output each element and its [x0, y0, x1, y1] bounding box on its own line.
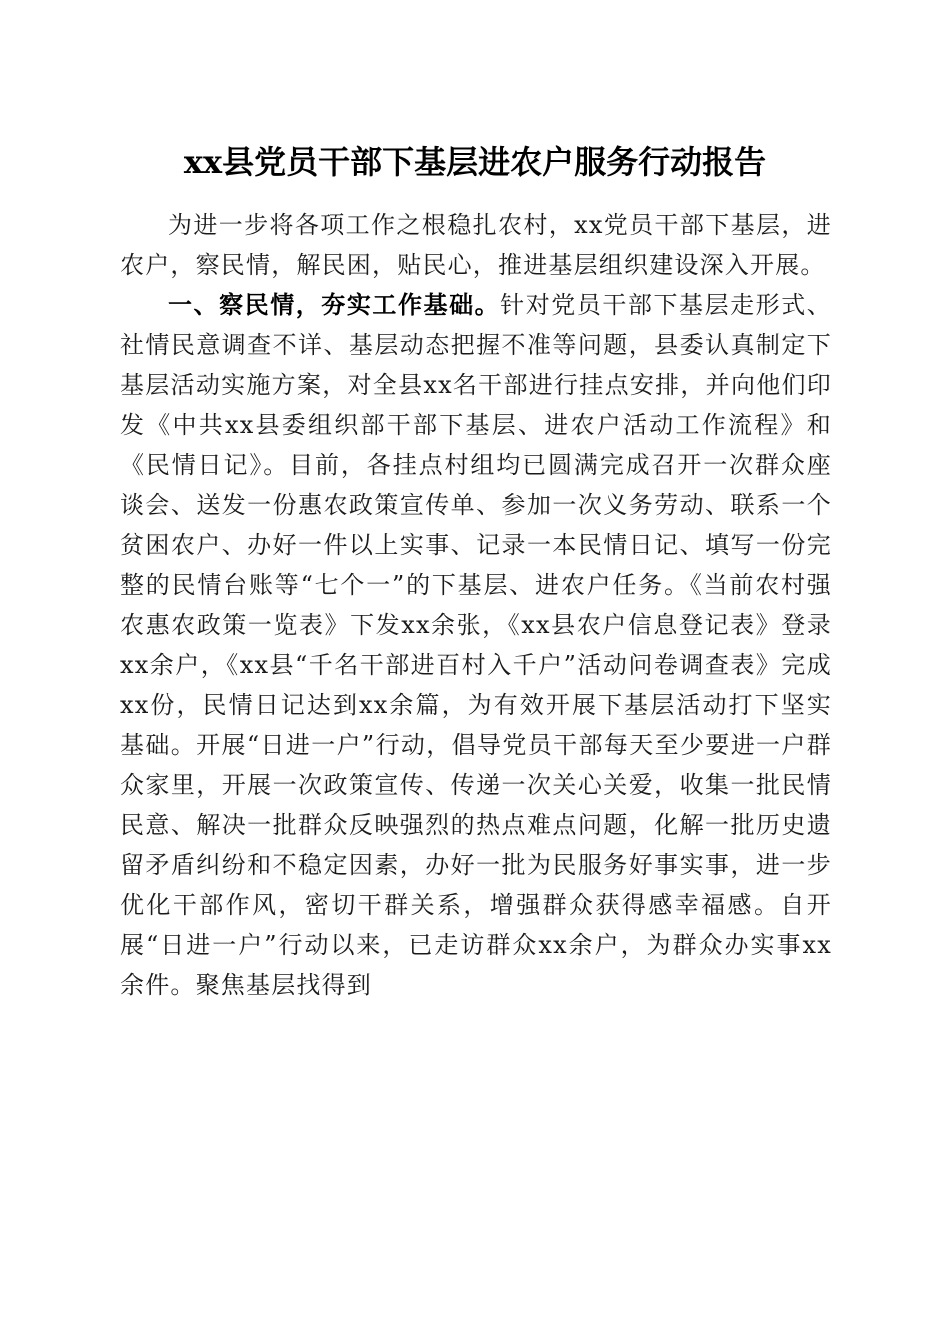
paragraph-intro-text: 为进一步将各项工作之根稳扎农村，xx党员干部下基层，进农户，察民情，解民困，贴民心，推进基层组织建设深入开展。 — [120, 211, 832, 279]
document-body — [120, 205, 832, 1005]
section-one-heading: 一、察民情，夯实工作基础。 — [168, 291, 501, 319]
paragraph-intro — [120, 205, 832, 285]
paragraph-section-one — [120, 285, 832, 1005]
section-one-text: 针对党员干部下基层走形式、社情民意调查不详、基层动态把握不准等问题，县委认真制定下基层活动实施方案，对全县xx名干部进行挂点安排，并向他们印发《中共xx县委组织部干部下基层、进农户活动工作流程》和《民情日记》。目前，各挂点村组均已圆满完成召开一次群众座谈会、送发一份惠农政策宣传单、参加一次义务劳动、联系一个贫困农户、办好一件以上实事、记录一本民情日记、填写一份完整的民情台账等“七个一”的下基层、进农户任务。《当前农村强农惠农政策一览表》下发xx余张，《xx县农户信息登记表》登录xx余户，《xx县“千名干部进百村入千户”活动问卷调查表》完成xx份，民情日记达到xx余篇，为有效开展下基层活动打下坚实基础。开展“日进一户”行动，倡导党员干部每天至少要进一户群众家里，开展一次政策宣传、传递一次关心关爱，收集一批民情民意、解决一批群众反映强烈的热点难点问题，化解一批历史遗留矛盾纠纷和不稳定因素，办好一批为民服务好事实事，进一步优化干部作风，密切干群关系，增强群众获得感幸福感。自开展“日进一户”行动以来，已走访群众xx余户，为群众办实事xx余件。聚焦基层找得到 — [120, 291, 832, 999]
document-title: xx县党员干部下基层进农户服务行动报告 — [183, 143, 767, 181]
